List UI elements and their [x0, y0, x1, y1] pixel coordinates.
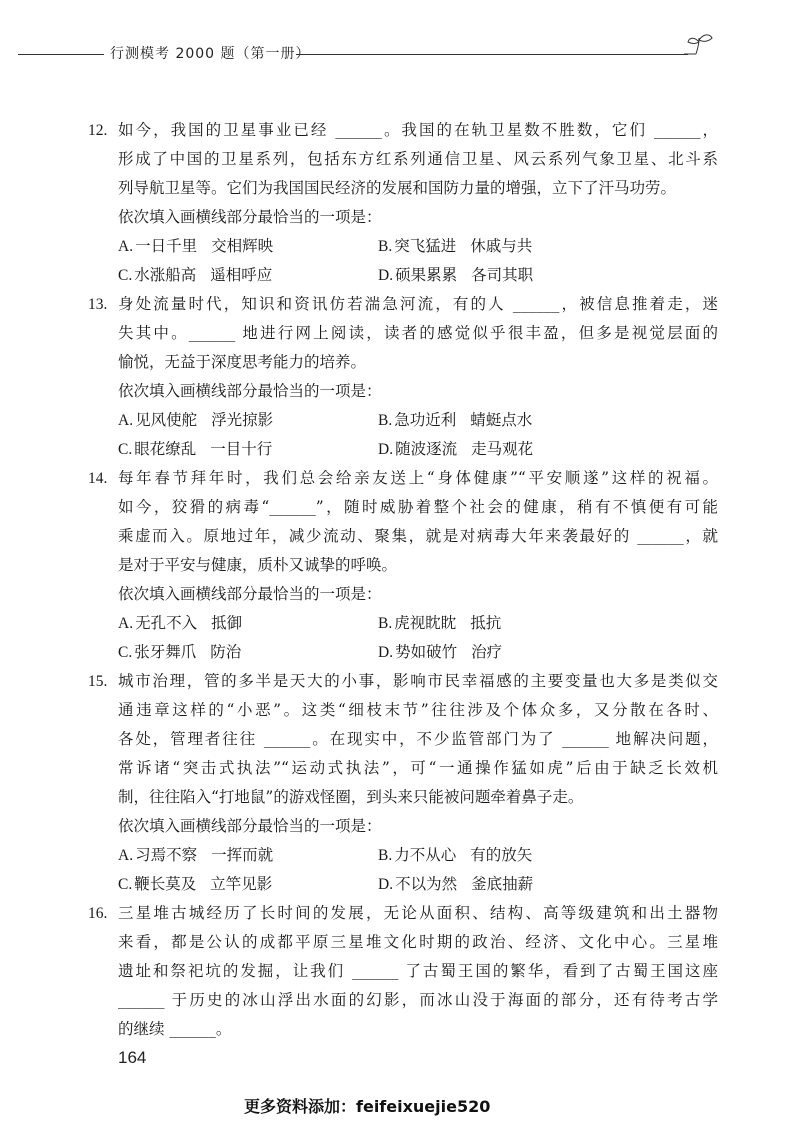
option-word-1: 见风使舵: [135, 411, 198, 429]
question-number: 15.: [88, 673, 108, 690]
question-text-line: [118, 145, 718, 174]
header-rule-right: [296, 54, 688, 55]
answer-option[interactable]: [378, 609, 678, 638]
question-text-line: [118, 754, 718, 783]
question-text-line: [118, 348, 718, 377]
option-letter: B.: [378, 847, 393, 864]
option-word-1: 鞭长莫及: [134, 875, 197, 893]
question-text-line: [118, 725, 718, 754]
option-grid: [118, 609, 718, 667]
question-text: 是对于平安与健康，质朴又诚挚的呼唤。: [118, 556, 398, 574]
option-word-2: 蜻蜓点水: [470, 411, 533, 429]
question-number: 12.: [88, 122, 108, 139]
option-word-1: 习焉不察: [135, 846, 198, 864]
header-rule-left: [18, 54, 104, 55]
option-word-2: 遥相呼应: [210, 266, 273, 284]
option-word-1: 张牙舞爪: [134, 643, 197, 661]
question-number: 14.: [88, 470, 108, 487]
option-letter: B.: [378, 615, 393, 632]
answer-option[interactable]: [118, 232, 378, 261]
answer-option[interactable]: [378, 406, 678, 435]
answer-option[interactable]: [378, 841, 678, 870]
answer-option[interactable]: [378, 870, 678, 899]
question-text-line: [88, 290, 718, 319]
question-text-line: [88, 464, 718, 493]
answer-option[interactable]: [118, 841, 378, 870]
question-number: 16.: [88, 905, 108, 922]
option-letter: D.: [378, 876, 394, 893]
question-text: 失其中。______ 地进行网上阅读，读者的感觉似乎很丰盈，但多是视觉层面的: [118, 324, 718, 342]
answer-option[interactable]: [118, 609, 378, 638]
question-text: 遗址和祭祀坑的发掘，让我们 ______ 了古蜀王国的繁华，看到了古蜀王国这座: [118, 962, 718, 980]
option-word-1: 不以为然: [395, 875, 458, 893]
option-word-2: 有的放矢: [470, 846, 533, 864]
option-grid: [118, 841, 718, 899]
running-header: [0, 28, 800, 68]
option-word-2: 走马观花: [471, 440, 534, 458]
footer-note: 更多资料添加：feifeixuejie520: [244, 1097, 491, 1116]
option-word-1: 虎视眈眈: [394, 614, 457, 632]
option-word-2: 休戚与共: [470, 237, 533, 255]
question-text: 三星堆古城经历了长时间的发展，无论从面积、结构、高等级建筑和出土器物: [118, 904, 718, 922]
option-word-1: 急功近利: [394, 411, 457, 429]
option-word-2: 治疗: [471, 643, 503, 661]
answer-option[interactable]: [378, 261, 678, 290]
question-block: [88, 667, 718, 899]
option-letter: D.: [378, 267, 394, 284]
option-word-1: 硕果累累: [395, 266, 458, 284]
question-text-line: [118, 1015, 718, 1044]
option-word-2: 一目十行: [210, 440, 273, 458]
question-text-line: [118, 551, 718, 580]
answer-option[interactable]: [118, 406, 378, 435]
option-word-1: 随波逐流: [395, 440, 458, 458]
option-letter: A.: [118, 412, 134, 429]
answer-option[interactable]: [118, 870, 378, 899]
option-letter: C.: [118, 644, 133, 661]
question-text: 列导航卫星等。它们为我国国民经济的发展和国防力量的增强，立下了汗马功劳。: [118, 179, 677, 197]
question-text: 通违章这样的“小恶”。这类“细枝末节”往往涉及个体众多，又分散在各时、: [118, 701, 718, 719]
question-prompt: 依次填入画横线部分最恰当的一项是：: [118, 208, 382, 226]
question-prompt: 依次填入画横线部分最恰当的一项是：: [118, 382, 382, 400]
question-text: ______ 于历史的冰山浮出水面的幻影，而冰山没于海面的部分，还有待考古学: [118, 991, 718, 1009]
answer-option[interactable]: [118, 638, 378, 667]
option-word-1: 突飞猛进: [394, 237, 457, 255]
option-word-1: 无孔不入: [135, 614, 198, 632]
question-block: [88, 899, 718, 1044]
question-text-line: [118, 696, 718, 725]
answer-option[interactable]: [118, 435, 378, 464]
option-letter: B.: [378, 238, 393, 255]
option-word-2: 抵御: [211, 614, 243, 632]
option-letter: A.: [118, 847, 134, 864]
question-text-line: [118, 522, 718, 551]
option-word-2: 交相辉映: [211, 237, 274, 255]
question-text: 常诉诸“突击式执法”“运动式执法”，可“一通操作猛如虎”后由于缺乏长效机: [118, 759, 718, 777]
question-block: [88, 464, 718, 667]
answer-option[interactable]: [378, 232, 678, 261]
answer-option[interactable]: [378, 638, 678, 667]
option-grid: [118, 232, 718, 290]
question-text: 如今，我国的卫星事业已经 ______。我国的在轨卫星数不胜数，它们 ______，: [118, 121, 718, 139]
question-text: 乘虚而入。原地过年，减少流动、聚集，就是对病毒大年来袭最好的 ______，就: [118, 527, 718, 545]
question-text-line: [118, 783, 718, 812]
question-text: 愉悦，无益于深度思考能力的培养。: [118, 353, 367, 371]
question-text: 形成了中国的卫星系列，包括东方红系列通信卫星、风云系列气象卫星、北斗系: [118, 150, 718, 168]
question-block: [88, 116, 718, 290]
question-text-line: [88, 667, 718, 696]
option-letter: A.: [118, 615, 134, 632]
option-word-2: 釜底抽薪: [471, 875, 534, 893]
option-letter: B.: [378, 412, 393, 429]
option-word-2: 立竿见影: [210, 875, 273, 893]
header-title: 行测模考 2000 题（第一册）: [110, 46, 311, 62]
answer-option[interactable]: [378, 435, 678, 464]
question-text: 的继续 ______。: [118, 1020, 232, 1038]
question-number: 13.: [88, 296, 108, 313]
question-text-line: [118, 319, 718, 348]
option-grid: [118, 406, 718, 464]
question-text-line: [88, 116, 718, 145]
option-word-1: 眼花缭乱: [134, 440, 197, 458]
question-text-line: [118, 957, 718, 986]
question-text-line: [118, 174, 718, 203]
option-word-2: 各司其职: [471, 266, 534, 284]
option-letter: C.: [118, 876, 133, 893]
sprout-icon: [682, 32, 716, 60]
question-text: 来看，都是公认的成都平原三星堆文化时期的政治、经济、文化中心。三星堆: [118, 933, 718, 951]
option-word-2: 抵抗: [470, 614, 502, 632]
option-word-1: 力不从心: [394, 846, 457, 864]
option-word-2: 浮光掠影: [211, 411, 274, 429]
option-word-1: 水涨船高: [134, 266, 197, 284]
question-text: 制，往往陷入“打地鼠”的游戏怪圈，到头来只能被问题牵着鼻子走。: [118, 788, 584, 806]
option-letter: D.: [378, 441, 394, 458]
option-letter: D.: [378, 644, 394, 661]
question-text: 身处流量时代，知识和资讯仿若湍急河流，有的人 ______，被信息推着走，迷: [118, 295, 718, 313]
question-text: 城市治理，管的多半是天大的小事，影响市民幸福感的主要变量也大多是类似交: [118, 672, 718, 690]
option-word-1: 势如破竹: [395, 643, 458, 661]
option-letter: C.: [118, 267, 133, 284]
option-letter: A.: [118, 238, 134, 255]
page-number: 164: [118, 1048, 147, 1067]
question-block: [88, 290, 718, 464]
question-list: [88, 116, 718, 1044]
question-text-line: [118, 986, 718, 1015]
option-word-2: 防治: [210, 643, 242, 661]
question-prompt: 依次填入画横线部分最恰当的一项是：: [118, 585, 382, 603]
question-text: 如今，狡猾的病毒“______”，随时威胁着整个社会的健康，稍有不慎便有可能: [118, 498, 718, 516]
option-word-1: 一日千里: [135, 237, 198, 255]
option-word-2: 一挥而就: [211, 846, 274, 864]
answer-option[interactable]: [118, 261, 378, 290]
question-text-line: [118, 928, 718, 957]
question-text-line: [118, 493, 718, 522]
question-text: 每年春节拜年时，我们总会给亲友送上“身体健康”“平安顺遂”这样的祝福。: [118, 469, 718, 487]
question-prompt: 依次填入画横线部分最恰当的一项是：: [118, 817, 382, 835]
question-text: 各处，管理者往往 ______。在现实中，不少监管部门为了 ______ 地解决问题，: [118, 730, 718, 748]
question-text-line: [88, 899, 718, 928]
option-letter: C.: [118, 441, 133, 458]
